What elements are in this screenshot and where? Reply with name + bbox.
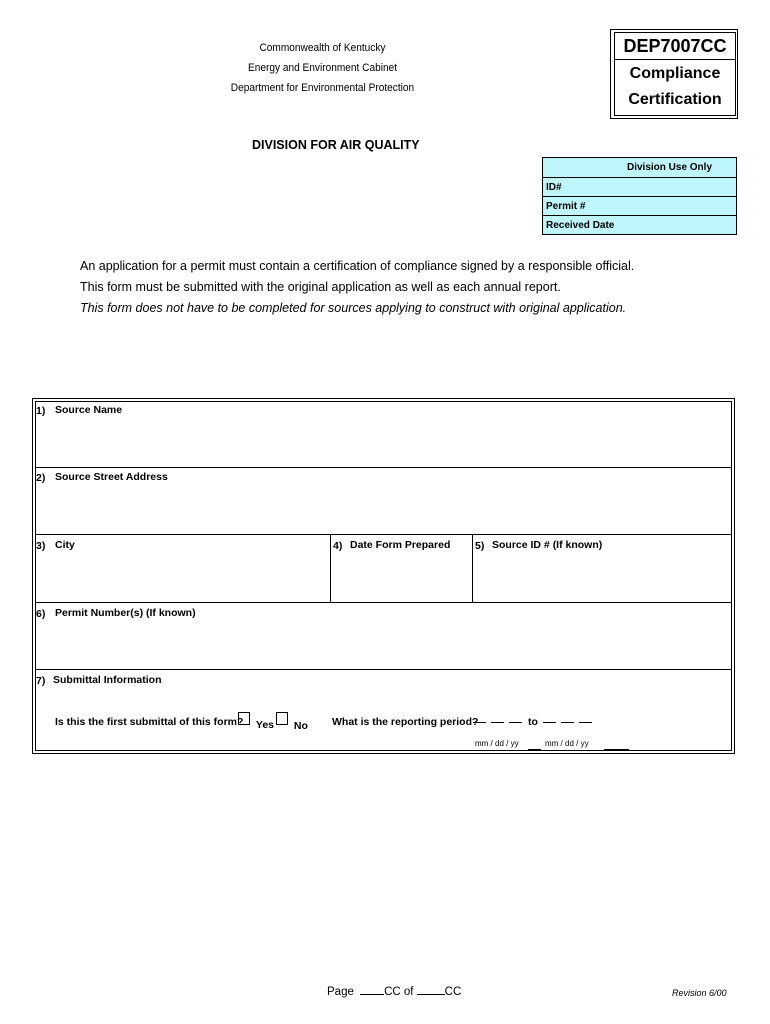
division-title: DIVISION FOR AIR QUALITY: [252, 138, 420, 152]
source-id-label: Source ID # (If known): [492, 539, 603, 551]
permit-numbers-label: Permit Number(s) (If known): [55, 607, 196, 619]
first-submittal-question: Is this the first submittal of this form?: [55, 716, 244, 728]
agency-header: [191, 38, 453, 98]
page-mid: CC of: [384, 986, 414, 998]
field-number: 1): [36, 405, 46, 417]
intro-text: [80, 256, 634, 319]
id-number-field[interactable]: ID#: [543, 177, 736, 196]
source-name-field[interactable]: [35, 401, 730, 467]
period-start-format-hint: mm / dd / yy: [475, 739, 519, 748]
division-use-heading: Division Use Only: [626, 162, 713, 173]
form-title: [615, 61, 735, 113]
field-number: 6): [36, 608, 46, 620]
trailing-line: [604, 749, 629, 750]
source-street-address-field[interactable]: [35, 468, 730, 534]
separator-line: [528, 749, 541, 750]
form-id-box: [614, 32, 736, 116]
submittal-section: [35, 670, 730, 749]
city-field[interactable]: [35, 535, 330, 601]
yes-checkbox[interactable]: [238, 712, 250, 725]
received-date-field[interactable]: Received Date: [543, 215, 736, 234]
page-suffix: CC: [444, 986, 462, 998]
yes-option[interactable]: [238, 712, 275, 731]
field-number: 2): [36, 472, 46, 484]
agency-line-3: Department for Environmental Protection: [230, 82, 415, 94]
intro-line-1: An application for a permit must contain a certification of compliance signed by a responsible official.: [80, 259, 635, 273]
page-counter: [327, 986, 461, 998]
no-label: No: [293, 720, 308, 732]
page-prefix: Page: [327, 986, 354, 998]
period-end-format-hint: mm / dd / yy: [545, 739, 589, 748]
permit-number-field[interactable]: Permit #: [543, 196, 736, 215]
revision-label: Revision 6/00: [672, 988, 727, 998]
division-use-box: [542, 157, 737, 235]
no-option[interactable]: [276, 712, 308, 732]
submittal-info-label: Submittal Information: [53, 674, 162, 686]
permit-numbers-field[interactable]: [35, 603, 730, 669]
period-end-input[interactable]: [543, 722, 595, 732]
reporting-period-question: What is the reporting period?: [332, 716, 479, 728]
yes-label: Yes: [255, 719, 275, 731]
intro-line-2: This form must be submitted with the original application as well as each annual report.: [80, 280, 561, 294]
intro-line-3: This form does not have to be completed for sources applying to construct with original application.: [80, 301, 627, 315]
field-number: 3): [36, 540, 46, 552]
field-number: 5): [475, 540, 485, 552]
form-title-line-1: Compliance: [629, 65, 721, 82]
city-label: City: [55, 539, 75, 551]
no-checkbox[interactable]: [276, 712, 288, 725]
source-street-address-label: Source Street Address: [55, 471, 168, 483]
field-number: 4): [333, 540, 343, 552]
agency-line-2: Energy and Environment Cabinet: [247, 62, 398, 74]
date-form-prepared-field[interactable]: [331, 535, 472, 601]
source-name-label: Source Name: [55, 404, 123, 416]
date-form-prepared-label: Date Form Prepared: [350, 539, 451, 551]
period-start-input[interactable]: [473, 722, 525, 732]
page-number-blank[interactable]: [360, 994, 384, 995]
form-code: DEP7007CC: [615, 33, 735, 60]
form-title-line-2: Certification: [628, 91, 722, 108]
field-number: 7): [36, 675, 46, 687]
page-total-blank[interactable]: [417, 994, 445, 995]
agency-line-1: Commonwealth of Kentucky: [259, 42, 386, 54]
to-label: to: [528, 716, 538, 728]
source-id-field[interactable]: [473, 535, 730, 601]
